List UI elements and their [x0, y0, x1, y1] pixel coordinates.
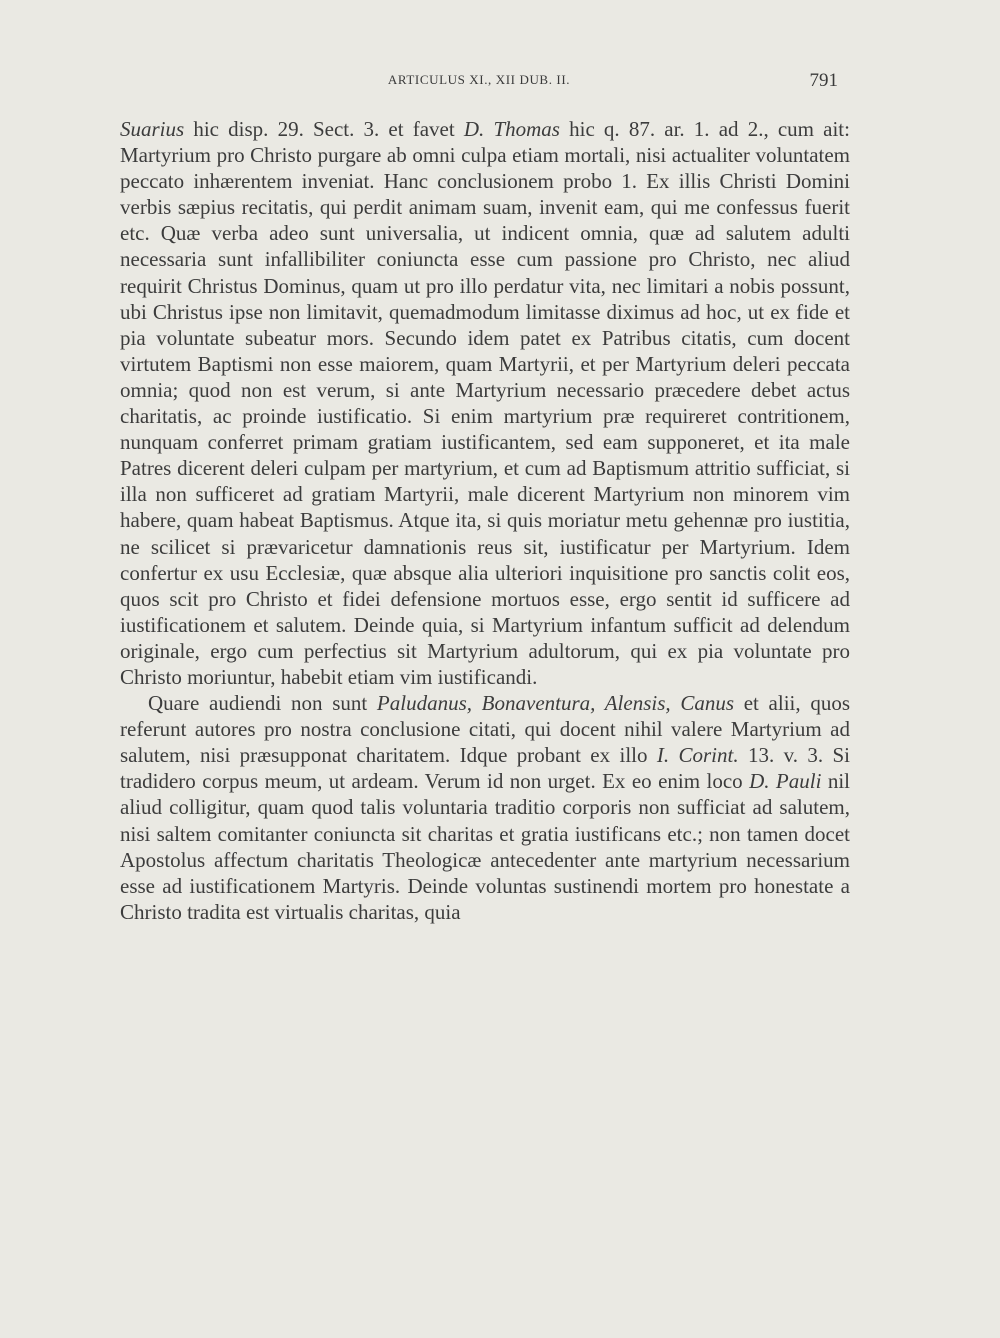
italic-text: D. Thomas: [463, 117, 560, 141]
text-run: Quare audiendi non sunt: [148, 691, 377, 716]
paragraph: [120, 116, 850, 690]
running-head: [120, 70, 838, 94]
text-run: hic q. 87. ar. 1. ad 2., cum ait: Martyrium pro Christo purgare ab omni culpa etiam mortali, nisi actualiter voluntatem peccato inhærentem inveniat. Hanc conclusionem probo 1. Ex illis Christi Domini verbis sæpius recitatis, qui perdit animam suam, invenit eam, qui me confessus fuerit etc. Quæ verba adeo sunt universalia, ut indicent omnia, quæ ad salutem adulti necessaria sunt infallibiliter coniuncta esse cum passione pro Christo, nec aliud requirit Christus Dominus, quam ut pro illo perdatur vita, nec limitari a nobis possunt, ubi Christus ipse non limitavit, quemadmodum limitasse diximus ad hoc, ut ex fide et pia voluntate subeatur mors. Secundo idem patet ex Patribus citatis, cum docent virtutem Baptismi non esse maiorem, quam Martyrii, et per Martyrium deleri peccata omnia; quod non est verum, si ante Martyrium necessario præcedere debet actus charitatis, ac proinde iustificatio. Si enim martyrium præ requireret contritionem, nunquam conferret primam gratiam iustificantem, sed eam supponeret, et ita male Patres dicerent deleri culpam per martyrium, et cum ad Baptismum attritio sufficiat, si illa non sufficeret ad gratiam Martyrii, male dicerent Martyrium non minorem vim habere, quam habeat Baptismus. Atque ita, si quis moriatur metu gehennæ pro iustitia, ne scilicet si prævaricetur damnationis reus sit, iustificatur per Martyrium. Idem confertur ex usu Ecclesiæ, quæ absque alia ulteriori inquisitione pro sanctis colit eos, quos scit pro Christo et fidei defensione mortuos esse, ergo sentit id sufficere ad iustificationem et salutem. Deinde quia, si Martyrium infantum sufficit ad delendum originale, ergo cum perfectius sit Martyrium adultorum, qui ex pia voluntate pro Christo moriuntur, habebit etiam vim iustificandi.: [120, 117, 850, 689]
text-run: hic disp. 29. Sect. 3. et favet: [184, 117, 464, 141]
running-title: ARTICULUS XI., XII DUB. II.: [387, 72, 571, 87]
text-run: nil aliud colligitur, quam quod talis voluntaria traditio corporis non sufficiat ad salutem, nisi saltem comitanter coniuncta sit charitas et gratia iustificans etc.; non tamen docet Apostolus affectum charitatis Theologicæ antecedenter ante martyrium necessarium esse ad iustificationem Martyris. Deinde voluntas sustinendi mortem pro honestate a Christo tradita est virtualis charitas, quia: [120, 769, 851, 924]
italic-text: Suarius: [120, 117, 185, 141]
text-run: 13. v. 3. Si tradidero corpus meum, ut ardeam. Verum id non urget. Ex eo enim loco: [120, 743, 851, 794]
paragraph: [120, 690, 850, 925]
body-text: [120, 116, 850, 925]
italic-text: D. Pauli: [749, 769, 822, 794]
italic-text: Paludanus, Bonaventura, Alensis, Canus: [376, 691, 735, 716]
text-run: et alii, quos referunt autores pro nostra conclusione citati, qui docent nihil valere Martyrium ad salutem, nisi præsupponat charitatem. Idque probant ex illo: [120, 691, 850, 768]
italic-text: I. Corint.: [656, 743, 739, 768]
page-number: 791: [809, 70, 838, 91]
